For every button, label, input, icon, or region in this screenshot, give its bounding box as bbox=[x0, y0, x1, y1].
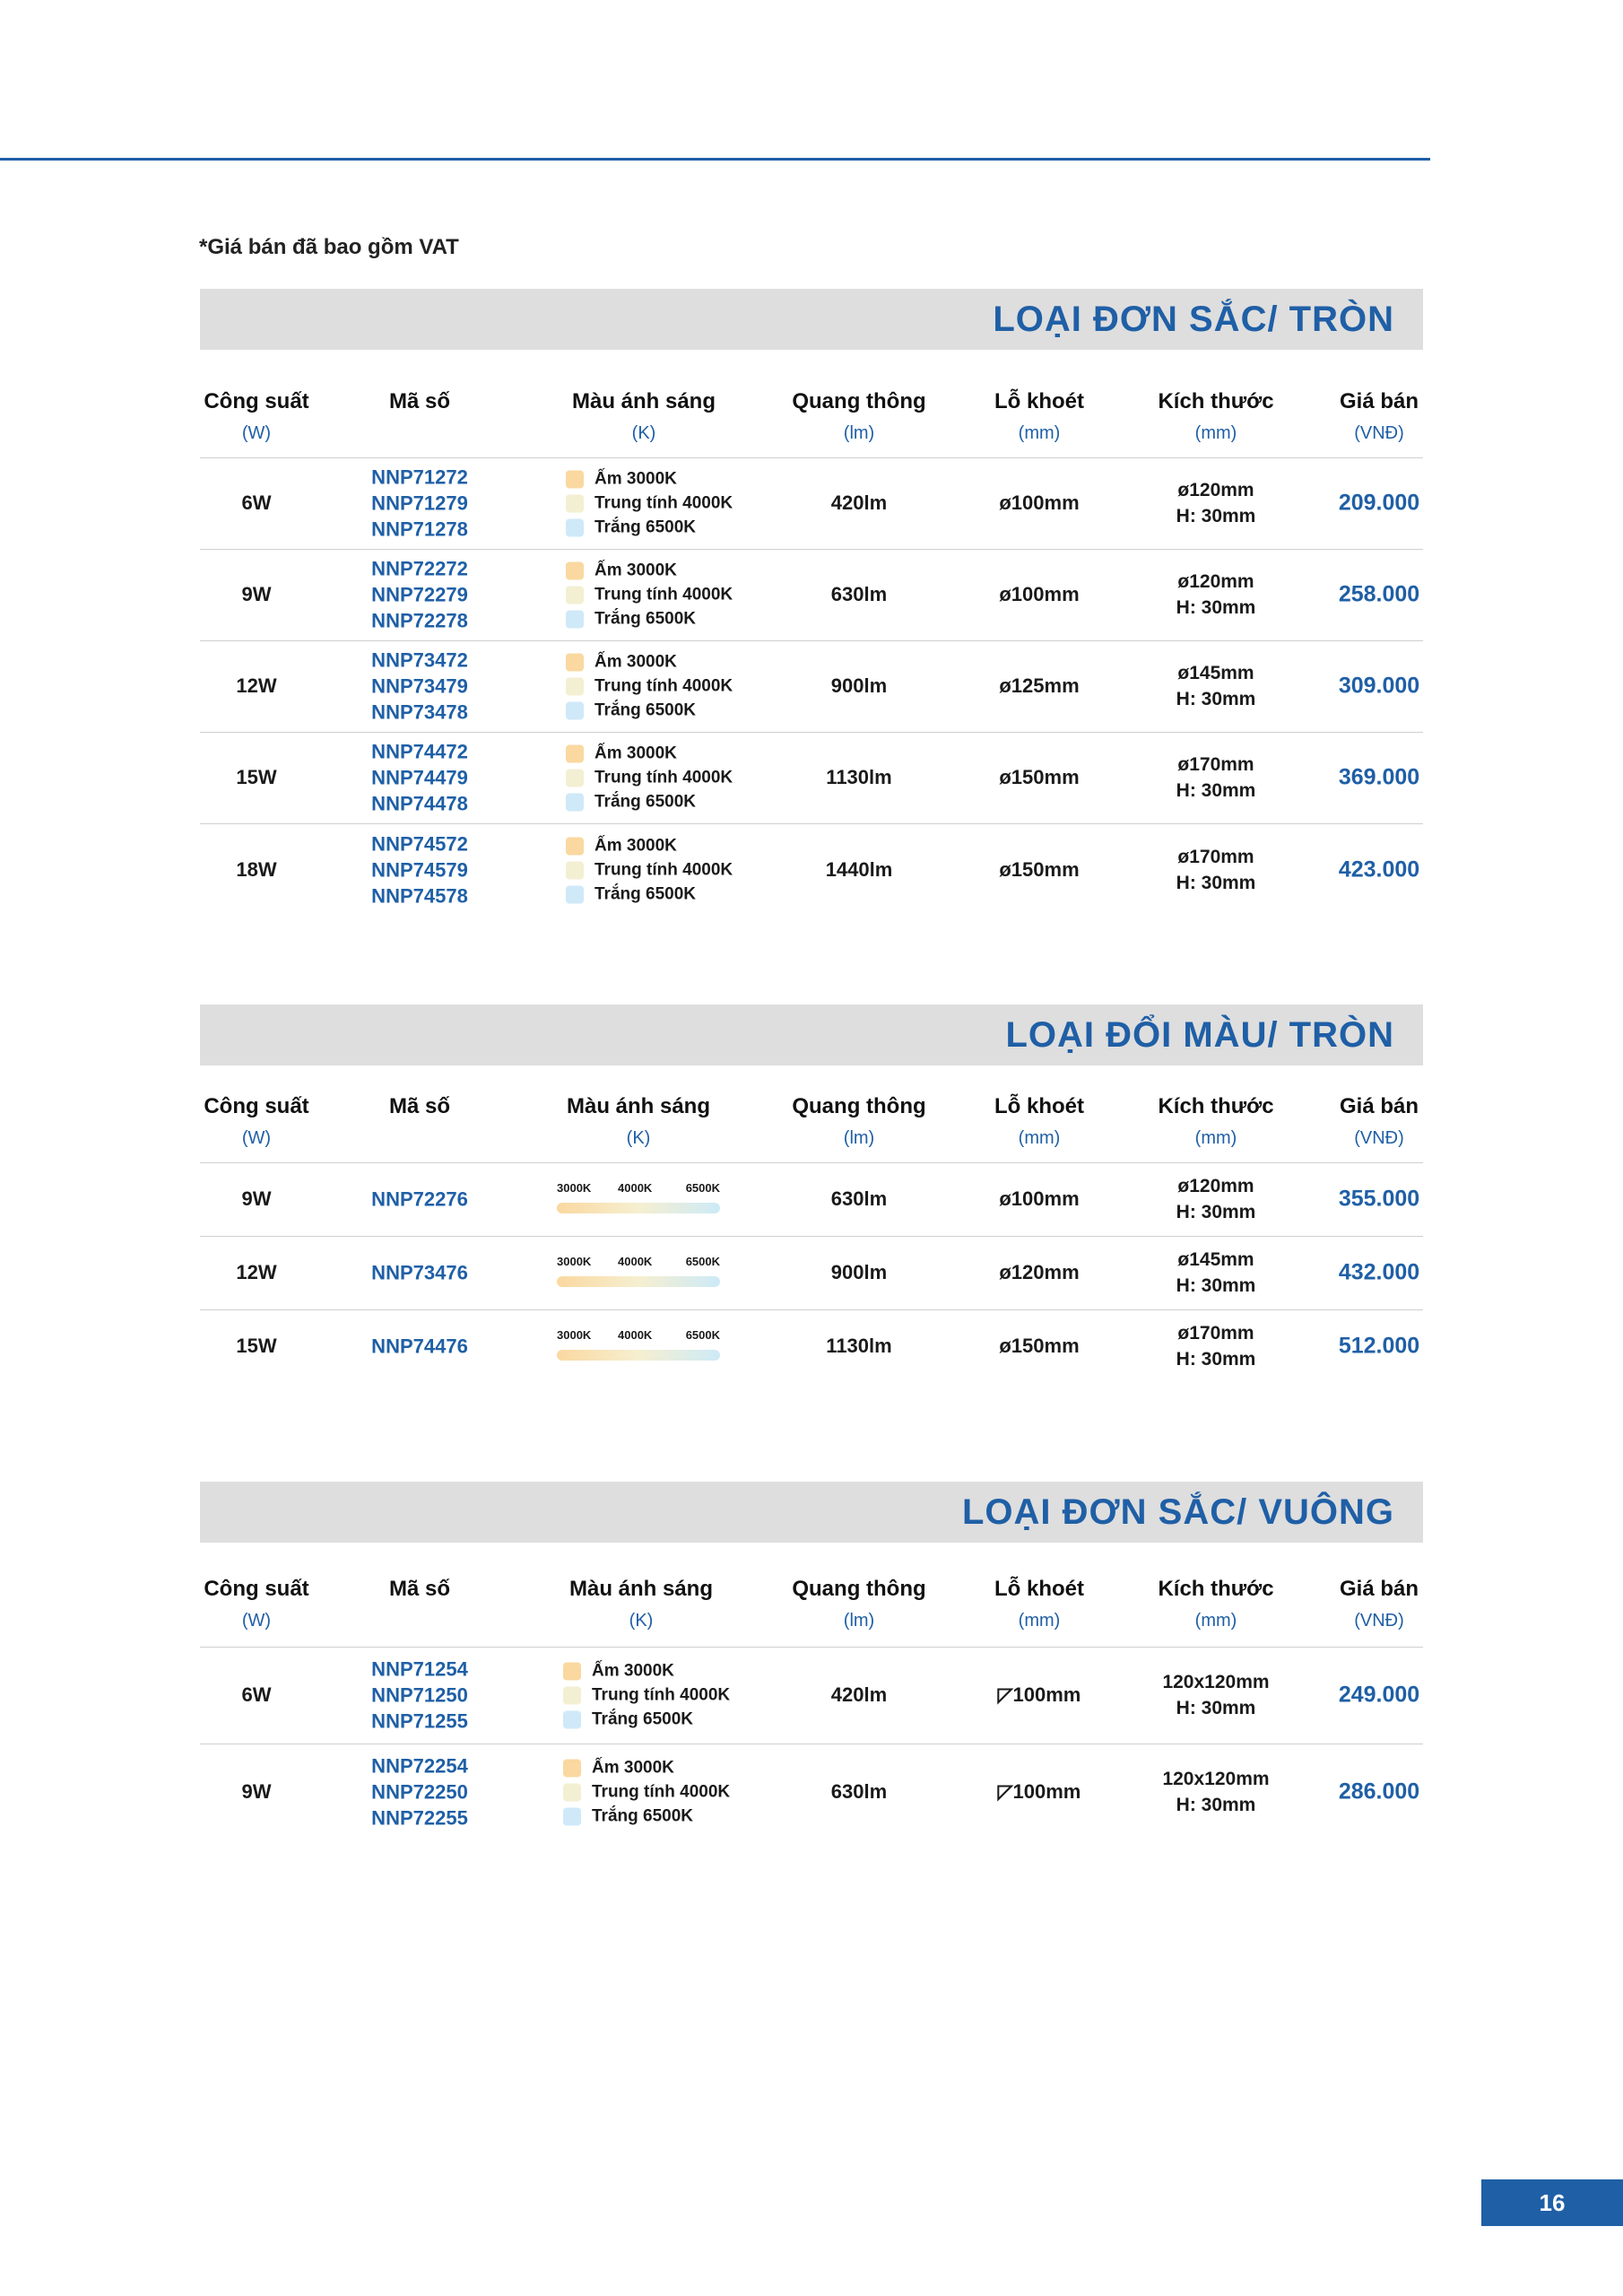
header-color: Màu ánh sáng bbox=[566, 1094, 711, 1118]
size-value: ø170mm H: 30mm bbox=[1176, 1323, 1256, 1370]
header-size-unit: (mm) bbox=[1194, 423, 1237, 443]
product-code: NNP72276 bbox=[371, 1187, 468, 1211]
header-size-unit: (mm) bbox=[1194, 1128, 1237, 1148]
table-row bbox=[200, 549, 1423, 640]
product-codes: NNP74472 NNP74479 NNP74478 bbox=[371, 740, 468, 815]
price-value: 432.000 bbox=[1338, 1259, 1420, 1285]
header-price-unit: (VNĐ) bbox=[1354, 1611, 1404, 1631]
warm-swatch-icon bbox=[566, 837, 584, 855]
color-options: Ấm 3000K Trung tính 4000K Trắng 6500K bbox=[563, 1756, 730, 1829]
table-row bbox=[200, 640, 1423, 732]
product-codes: NNP74572 NNP74579 NNP74578 bbox=[371, 832, 468, 908]
neutral-swatch-icon bbox=[566, 861, 584, 879]
warm-swatch-icon bbox=[566, 470, 584, 488]
price-value: 512.000 bbox=[1338, 1333, 1420, 1359]
size-value: ø120mm H: 30mm bbox=[1176, 571, 1256, 618]
flux-value: 630lm bbox=[830, 1187, 888, 1210]
color-options: Ấm 3000K Trung tính 4000K Trắng 6500K bbox=[563, 1659, 730, 1732]
cct-gradient-bar bbox=[557, 1203, 720, 1213]
section-banner bbox=[200, 289, 1423, 350]
header-cutout: Lỗ khoét bbox=[994, 1094, 1084, 1118]
neutral-swatch-icon bbox=[566, 586, 584, 604]
section-single-color-round bbox=[200, 289, 1423, 908]
cutout-value: ø150mm bbox=[999, 858, 1080, 881]
header-power: Công suất bbox=[204, 1094, 309, 1118]
size-value: ø145mm H: 30mm bbox=[1176, 663, 1256, 709]
product-codes: NNP72272 NNP72279 NNP72278 bbox=[371, 557, 468, 632]
power-value: 9W bbox=[241, 1187, 272, 1210]
price-value: 286.000 bbox=[1338, 1779, 1420, 1805]
header-flux: Quang thông bbox=[792, 1094, 926, 1118]
flux-value: 1130lm bbox=[826, 1335, 892, 1357]
cct-gradient: 3000K 4000K 6500K bbox=[557, 1328, 720, 1364]
table-row bbox=[200, 823, 1423, 917]
table-row bbox=[200, 1236, 1423, 1309]
top-rule bbox=[0, 158, 1430, 161]
page-number: 16 bbox=[1481, 2179, 1623, 2226]
power-value: 6W bbox=[241, 491, 272, 514]
cutout-value: ø150mm bbox=[999, 766, 1080, 788]
price-value: 258.000 bbox=[1338, 581, 1420, 607]
product-code: NNP73476 bbox=[371, 1261, 468, 1284]
power-value: 6W bbox=[241, 1683, 272, 1706]
price-value: 369.000 bbox=[1338, 764, 1420, 790]
header-cutout-unit: (mm) bbox=[1018, 1128, 1061, 1148]
cct-gradient-bar bbox=[557, 1276, 720, 1287]
neutral-swatch-icon bbox=[566, 769, 584, 787]
cutout-value: ø100mm bbox=[999, 1187, 1080, 1210]
header-price-unit: (VNĐ) bbox=[1354, 1128, 1404, 1148]
price-value: 309.000 bbox=[1338, 673, 1420, 699]
power-value: 15W bbox=[236, 766, 277, 788]
table-row bbox=[200, 1744, 1423, 1840]
header-power-unit: (W) bbox=[241, 1611, 272, 1631]
warm-swatch-icon bbox=[566, 561, 584, 579]
cutout-value: ø100mm bbox=[999, 583, 1080, 605]
header-size: Kích thước bbox=[1158, 1577, 1274, 1601]
header-color: Màu ánh sáng bbox=[571, 389, 716, 413]
flux-value: 900lm bbox=[830, 674, 888, 697]
header-power-unit: (W) bbox=[241, 423, 272, 443]
header-cutout-unit: (mm) bbox=[1018, 423, 1061, 443]
header-size: Kích thước bbox=[1158, 1094, 1274, 1118]
section-color-changing-round bbox=[200, 1004, 1423, 1370]
header-size-unit: (mm) bbox=[1194, 1611, 1237, 1631]
header-power-unit: (W) bbox=[241, 1128, 272, 1148]
section-banner bbox=[200, 1004, 1423, 1065]
price-value: 355.000 bbox=[1338, 1186, 1420, 1212]
cct-gradient: 3000K 4000K 6500K bbox=[557, 1255, 720, 1291]
size-value: ø145mm H: 30mm bbox=[1176, 1249, 1256, 1296]
flux-value: 630lm bbox=[830, 1780, 888, 1803]
product-codes: NNP71254 NNP71250 NNP71255 bbox=[371, 1657, 468, 1733]
warm-swatch-icon bbox=[566, 653, 584, 671]
table-row bbox=[200, 1162, 1423, 1236]
color-options: Ấm 3000K Trung tính 4000K Trắng 6500K bbox=[566, 742, 733, 814]
cool-swatch-icon bbox=[566, 793, 584, 811]
power-value: 18W bbox=[236, 858, 277, 881]
section-single-color-square bbox=[200, 1482, 1423, 1830]
price-value: 249.000 bbox=[1338, 1682, 1420, 1708]
cool-swatch-icon bbox=[563, 1807, 581, 1825]
cool-swatch-icon bbox=[563, 1710, 581, 1728]
color-options: Ấm 3000K Trung tính 4000K Trắng 6500K bbox=[566, 467, 733, 540]
cutout-value: ◸100mm bbox=[997, 1780, 1081, 1803]
header-flux-unit: (lm) bbox=[843, 423, 875, 443]
section-title: LOẠI ĐƠN SẮC/ VUÔNG bbox=[961, 1492, 1394, 1532]
header-color-unit: (K) bbox=[626, 1128, 651, 1148]
power-value: 15W bbox=[236, 1335, 277, 1357]
cutout-value: ø150mm bbox=[999, 1335, 1080, 1357]
header-color-unit: (K) bbox=[629, 1611, 654, 1631]
cutout-value: ø125mm bbox=[999, 674, 1080, 697]
header-color-unit: (K) bbox=[631, 423, 656, 443]
section-banner bbox=[200, 1482, 1423, 1543]
table-row bbox=[200, 1309, 1423, 1383]
power-value: 9W bbox=[241, 1780, 272, 1803]
header-flux: Quang thông bbox=[792, 1577, 926, 1601]
section-title: LOẠI ĐỔI MÀU/ TRÒN bbox=[1005, 1015, 1394, 1055]
header-price: Giá bán bbox=[1339, 389, 1419, 413]
neutral-swatch-icon bbox=[563, 1686, 581, 1704]
product-codes: NNP73472 NNP73479 NNP73478 bbox=[371, 648, 468, 724]
size-value: ø120mm H: 30mm bbox=[1176, 480, 1256, 526]
header-code: Mã số bbox=[388, 389, 451, 413]
color-options: Ấm 3000K Trung tính 4000K Trắng 6500K bbox=[566, 559, 733, 631]
product-codes: NNP72254 NNP72250 NNP72255 bbox=[371, 1754, 468, 1830]
header-flux-unit: (lm) bbox=[843, 1611, 875, 1631]
price-value: 423.000 bbox=[1338, 857, 1420, 883]
size-value: 120x120mm H: 30mm bbox=[1162, 1672, 1270, 1718]
header-color: Màu ánh sáng bbox=[568, 1577, 714, 1601]
header-flux: Quang thông bbox=[792, 389, 926, 413]
flux-value: 630lm bbox=[830, 583, 888, 605]
flux-value: 1130lm bbox=[826, 766, 892, 788]
cool-swatch-icon bbox=[566, 885, 584, 903]
header-price-unit: (VNĐ) bbox=[1354, 423, 1404, 443]
neutral-swatch-icon bbox=[563, 1783, 581, 1801]
header-power: Công suất bbox=[204, 1577, 309, 1601]
cct-gradient: 3000K 4000K 6500K bbox=[557, 1181, 720, 1217]
header-power: Công suất bbox=[204, 389, 309, 413]
cool-swatch-icon bbox=[566, 518, 584, 536]
size-value: ø170mm H: 30mm bbox=[1176, 754, 1256, 801]
table-row bbox=[200, 732, 1423, 823]
power-value: 9W bbox=[241, 583, 272, 605]
header-cutout: Lỗ khoét bbox=[994, 389, 1084, 413]
header-flux-unit: (lm) bbox=[843, 1128, 875, 1148]
warm-swatch-icon bbox=[563, 1662, 581, 1680]
header-cutout: Lỗ khoét bbox=[994, 1577, 1084, 1601]
header-price: Giá bán bbox=[1339, 1094, 1419, 1118]
header-code: Mã số bbox=[388, 1094, 451, 1118]
power-value: 12W bbox=[236, 1261, 277, 1283]
table-row bbox=[200, 457, 1423, 549]
header-size: Kích thước bbox=[1158, 389, 1274, 413]
size-value: ø170mm H: 30mm bbox=[1176, 847, 1256, 893]
header-cutout-unit: (mm) bbox=[1018, 1611, 1061, 1631]
neutral-swatch-icon bbox=[566, 494, 584, 512]
color-options: Ấm 3000K Trung tính 4000K Trắng 6500K bbox=[566, 650, 733, 723]
cutout-value: ø100mm bbox=[999, 491, 1080, 514]
flux-value: 420lm bbox=[830, 1683, 888, 1706]
cool-swatch-icon bbox=[566, 610, 584, 628]
flux-value: 1440lm bbox=[825, 858, 893, 881]
price-value: 209.000 bbox=[1338, 490, 1420, 516]
warm-swatch-icon bbox=[563, 1759, 581, 1777]
cct-gradient-bar bbox=[557, 1350, 720, 1361]
warm-swatch-icon bbox=[566, 744, 584, 762]
cutout-value: ◸100mm bbox=[997, 1683, 1081, 1706]
product-code: NNP74476 bbox=[371, 1335, 468, 1358]
cutout-value: ø120mm bbox=[999, 1261, 1080, 1283]
cool-swatch-icon bbox=[566, 701, 584, 719]
neutral-swatch-icon bbox=[566, 677, 584, 695]
vat-note: *Giá bán đã bao gồm VAT bbox=[199, 235, 459, 259]
size-value: ø120mm H: 30mm bbox=[1176, 1176, 1256, 1222]
flux-value: 420lm bbox=[830, 491, 888, 514]
size-value: 120x120mm H: 30mm bbox=[1162, 1769, 1270, 1815]
header-code: Mã số bbox=[388, 1577, 451, 1601]
product-codes: NNP71272 NNP71279 NNP71278 bbox=[371, 465, 468, 541]
header-price: Giá bán bbox=[1339, 1577, 1419, 1601]
section-title: LOẠI ĐƠN SẮC/ TRÒN bbox=[993, 300, 1394, 339]
table-row bbox=[200, 1647, 1423, 1744]
flux-value: 900lm bbox=[830, 1261, 888, 1283]
power-value: 12W bbox=[236, 674, 277, 697]
color-options: Ấm 3000K Trung tính 4000K Trắng 6500K bbox=[566, 834, 733, 907]
